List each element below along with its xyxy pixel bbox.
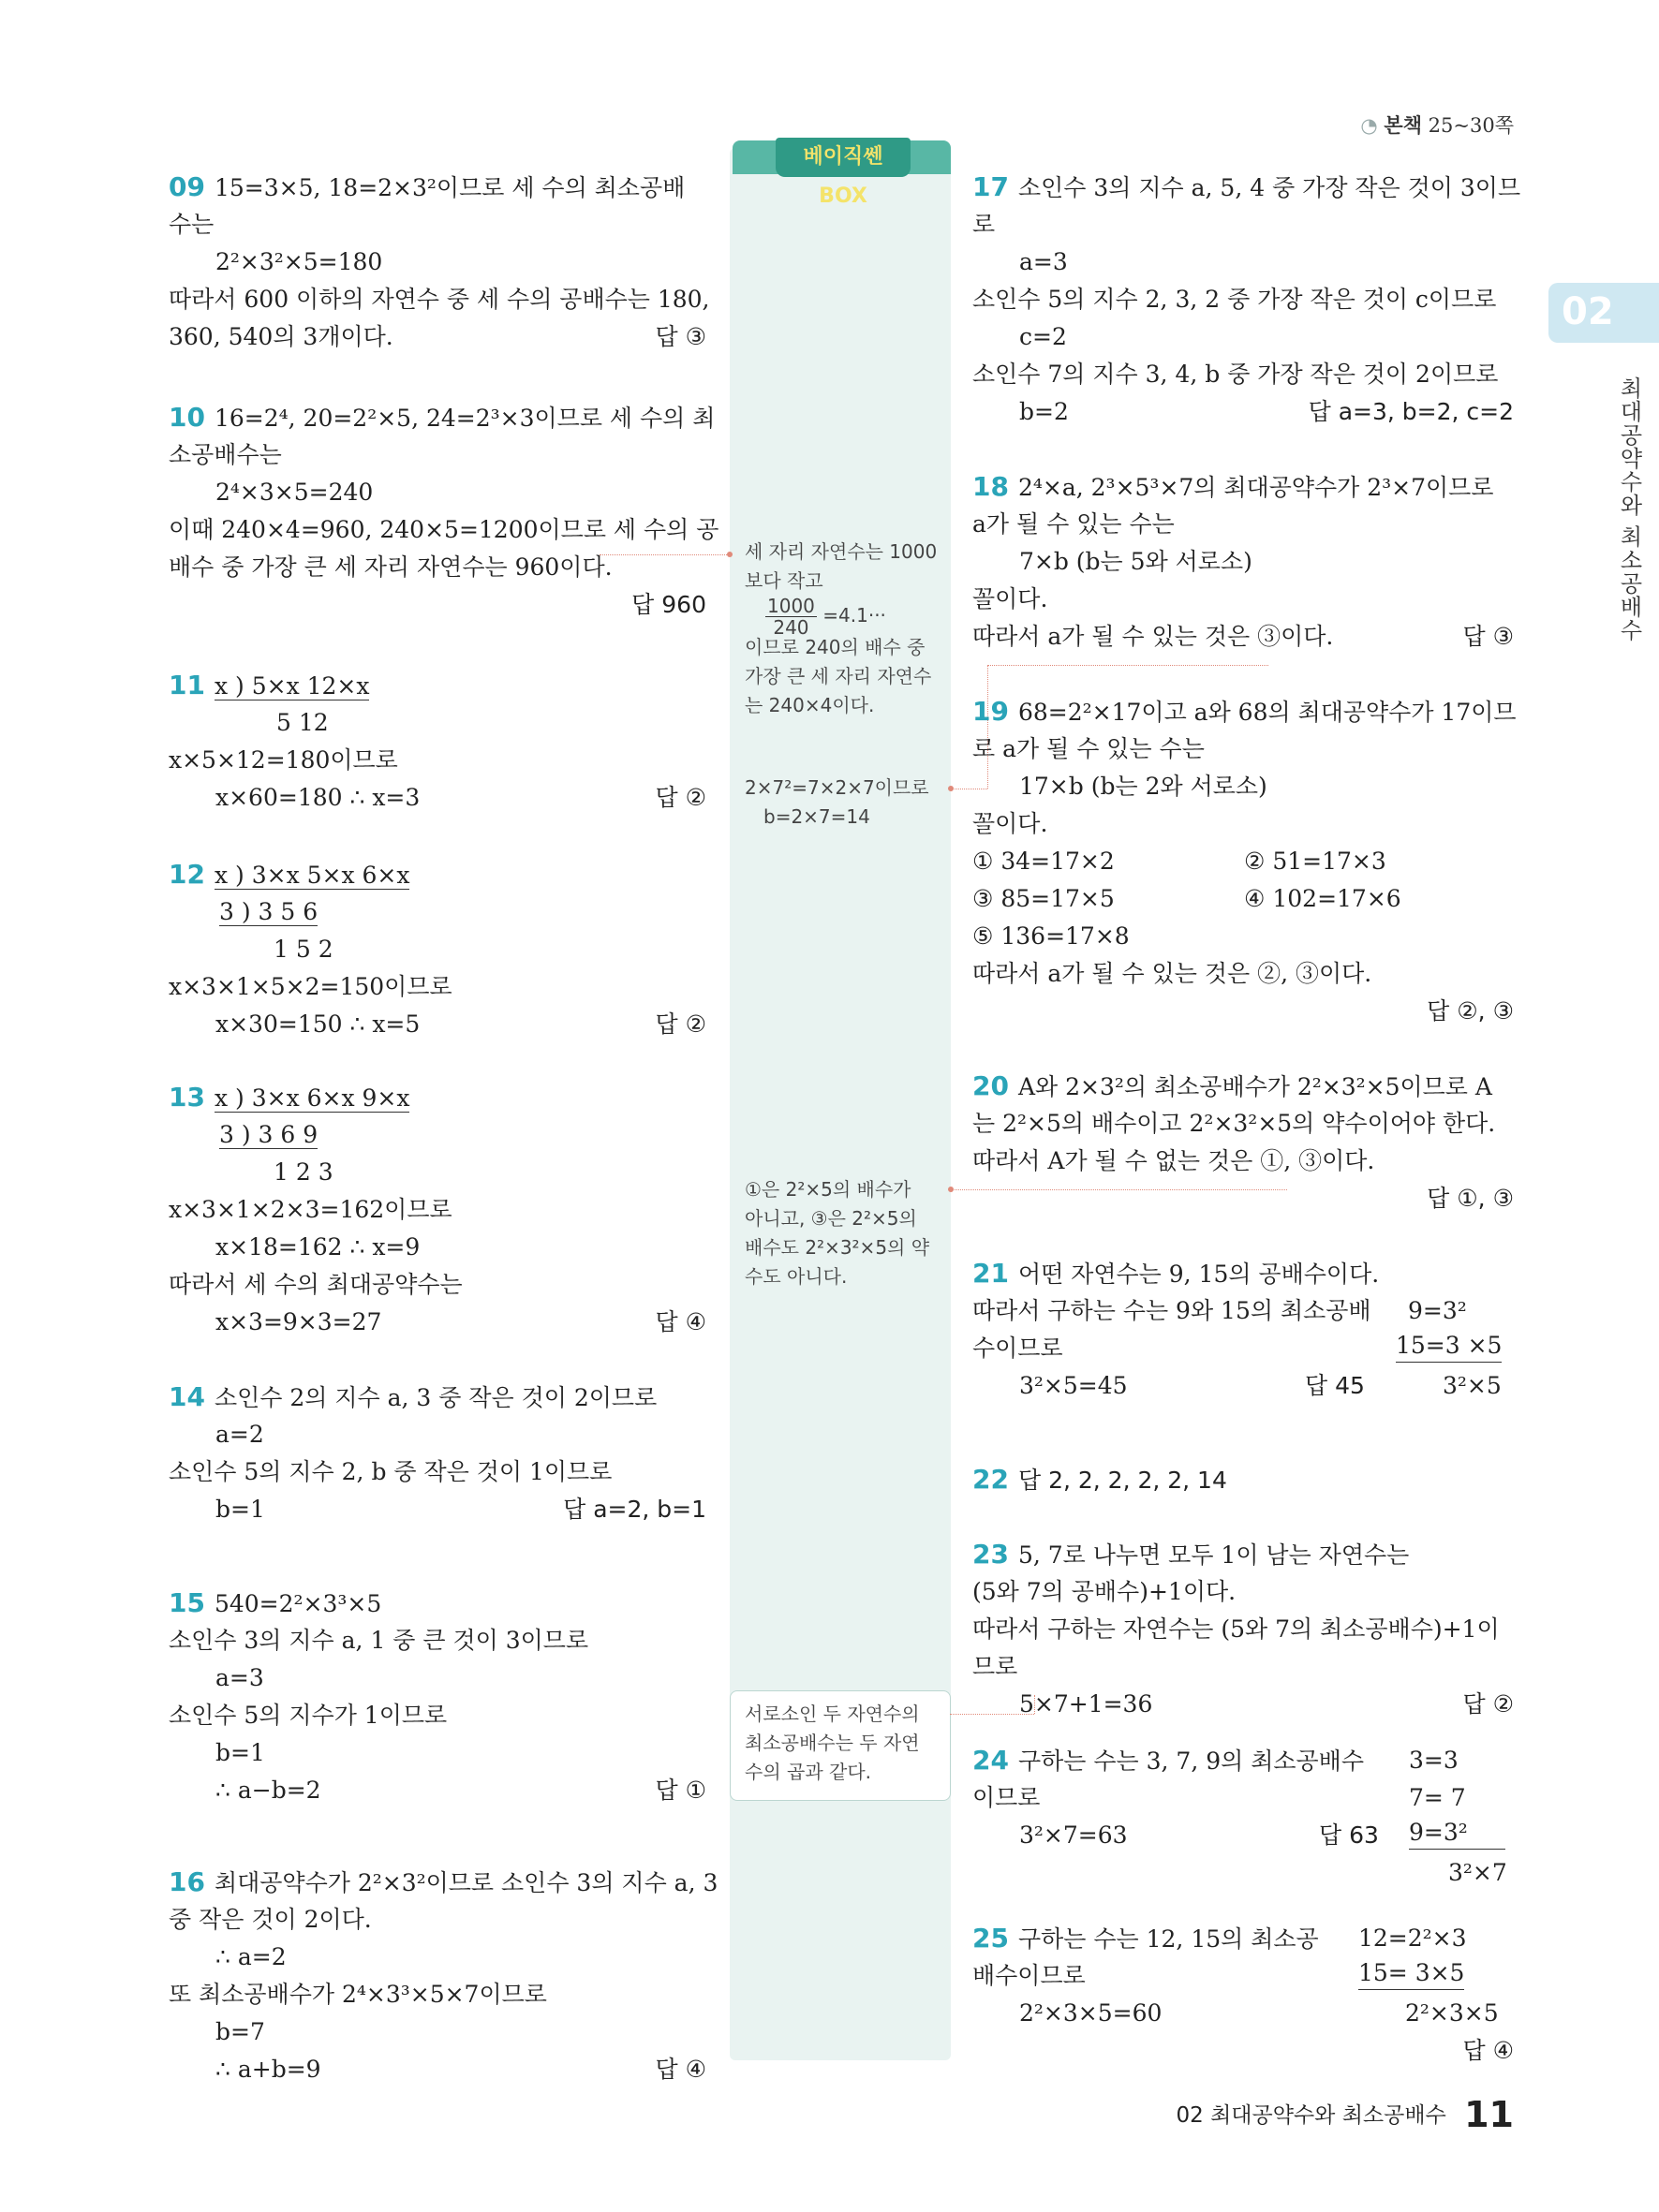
reference-mark: 본책 — [1384, 113, 1422, 137]
solution-line: ∴ a=2 — [215, 1943, 287, 1970]
side-calc: 7= 7 — [1409, 1784, 1466, 1811]
side-calc: 15= 3×5 — [1358, 1957, 1464, 1990]
problem-11 — [169, 667, 706, 817]
note-line: b=2×7=14 — [763, 805, 870, 828]
solution-line: 소인수 3의 지수 a, 1 중 큰 것이 3이므로 — [169, 1627, 589, 1654]
solution-line: x×3×1×2×3=162이므로 — [169, 1196, 452, 1223]
answer-badge: 답 960 — [631, 591, 706, 618]
solution-line: x×5×12=180이므로 — [169, 746, 398, 774]
solution-line: 배수 중 가장 큰 세 자리 자연수는 960이다. — [169, 553, 613, 581]
solution-line: 배수이므로 — [972, 1962, 1086, 1989]
solution-line: (5와 7의 공배수)+1이다. — [972, 1578, 1237, 1605]
solution-line: 구하는 수는 12, 15의 최소공 — [1017, 1925, 1319, 1953]
side-calc: 12=2²×3 — [1358, 1924, 1467, 1952]
answer-badge: 답 ③ — [655, 323, 706, 350]
note-line: 2×7²=7×2×7이므로 — [745, 776, 929, 799]
chapter-tab — [1548, 283, 1659, 343]
solution-line: 3²×7=63 — [1019, 1821, 1128, 1849]
problem-number: 20 — [972, 1070, 1009, 1101]
answer-badge: 답 ② — [1462, 1690, 1514, 1718]
division-row: 5 12 — [276, 709, 329, 736]
problem-number: 16 — [169, 1866, 205, 1897]
division-row: 1 5 2 — [274, 936, 333, 963]
problem-16 — [169, 1864, 718, 2088]
solution-line: 2⁴×a, 2³×5³×7의 최대공약수가 2³×7이므로 — [1017, 474, 1494, 501]
fraction: $\frac{1000}{240}$ — [767, 595, 815, 639]
problem-15 — [169, 1585, 706, 1809]
solution-line: 로 a가 될 수 있는 수는 — [972, 735, 1205, 762]
problem-19 — [972, 693, 1517, 1030]
chapter-side-title: 최대공약수와 최소공배수 — [1616, 376, 1642, 642]
solution-line: 2⁴×3×5=240 — [215, 479, 374, 506]
answer-badge: 답 ① — [655, 1777, 706, 1804]
problem-13 — [169, 1079, 706, 1341]
problem-12 — [169, 856, 706, 1043]
problem-number: 11 — [169, 670, 205, 700]
solution-line: x×30=150 ∴ x=5 — [215, 1010, 421, 1038]
solution-line: 로 — [972, 211, 996, 238]
solution-line: 므로 — [972, 1653, 1018, 1680]
choice-item: ③ 85=17×5 — [972, 885, 1115, 912]
problem-number: 12 — [169, 859, 205, 890]
problem-21 — [972, 1255, 1514, 1405]
problem-number: 17 — [972, 171, 1009, 202]
solution-line: x×60=180 ∴ x=3 — [215, 784, 421, 811]
solution-line: 540=2²×3³×5 — [214, 1590, 382, 1617]
note-line: 아니고, ③은 2²×5의 — [745, 1207, 917, 1230]
solution-line: 이때 240×4=960, 240×5=1200이므로 세 수의 공 — [169, 516, 719, 543]
problem-number: 10 — [169, 402, 205, 433]
problem-number: 21 — [972, 1258, 1009, 1289]
solution-line: ∴ a−b=2 — [215, 1777, 321, 1804]
solution-line: 2²×3²×5=180 — [215, 248, 383, 275]
solution-line: 이므로 — [972, 1784, 1041, 1811]
solution-line: 구하는 수는 3, 7, 9의 최소공배수 — [1017, 1747, 1364, 1775]
note-line: 이므로 240의 배수 중 — [745, 636, 926, 658]
note-line: 수의 곱과 같다. — [745, 1761, 871, 1783]
answer-badge: 답 a=2, b=1 — [563, 1496, 706, 1523]
problem-number: 13 — [169, 1082, 205, 1113]
solution-line: b=1 — [215, 1496, 265, 1523]
division-row: x ) 3×x 5×x 6×x — [214, 862, 410, 889]
solution-line: x×3=9×3=27 — [215, 1308, 382, 1335]
connector-dot — [948, 786, 954, 791]
solution-line: 수이므로 — [972, 1335, 1063, 1362]
solution-line: A와 2×3²의 최소공배수가 2²×3²×5이므로 A — [1017, 1073, 1492, 1100]
solution-line: 5, 7로 나누면 모두 1이 남는 자연수는 — [1017, 1541, 1410, 1569]
problem-number: 14 — [169, 1381, 205, 1412]
solution-line: 는 2²×5의 배수이고 2²×3²×5의 약수이어야 한다. — [972, 1110, 1496, 1137]
side-calc: 9=3² — [1409, 1817, 1505, 1850]
problem-number: 24 — [972, 1745, 1009, 1776]
problem-10 — [169, 399, 719, 624]
chapter-number: 02 — [1562, 290, 1614, 333]
solution-line: 3²×5=45 — [1019, 1372, 1128, 1399]
note-line: 수도 아니다. — [745, 1265, 848, 1288]
reference-pages: 25~30쪽 — [1428, 114, 1514, 137]
answer-badge: 답 45 — [1305, 1372, 1365, 1399]
solution-line: 소공배수는 — [169, 441, 282, 468]
problem-number: 22 — [972, 1464, 1009, 1495]
solution-line: 소인수 2의 지수 a, 3 중 작은 것이 2이므로 — [214, 1384, 658, 1411]
problem-14 — [169, 1379, 706, 1528]
box-note-3 — [745, 1175, 943, 1291]
solution-line: ∴ a+b=9 — [215, 2056, 321, 2083]
answer-badge: 답 63 — [1319, 1821, 1379, 1849]
solution-line: 따라서 구하는 수는 9와 15의 최소공배 — [972, 1297, 1371, 1324]
note-line: 최소공배수는 두 자연 — [745, 1732, 920, 1754]
solution-line: 따라서 a가 될 수 있는 것은 ③이다. — [972, 623, 1334, 650]
solution-line: 2²×3×5=60 — [1019, 1999, 1163, 2027]
solution-line: 따라서 600 이하의 자연수 중 세 수의 공배수는 180, — [169, 286, 710, 313]
problem-number: 19 — [972, 696, 1009, 727]
solution-line: 꼴이다. — [972, 810, 1048, 837]
solution-line: 따라서 a가 될 수 있는 것은 ②, ③이다. — [972, 960, 1372, 987]
note-line: 서로소인 두 자연수의 — [745, 1703, 920, 1725]
solution-line: 5×7+1=36 — [1019, 1690, 1153, 1718]
solution-line: x×3×1×5×2=150이므로 — [169, 973, 452, 1000]
solution-line: 소인수 5의 지수가 1이므로 — [169, 1702, 448, 1729]
solution-line: 어떤 자연수는 9, 15의 공배수이다. — [1017, 1261, 1380, 1288]
solution-line: a=3 — [1019, 248, 1068, 275]
division-row: x ) 3×x 6×x 9×x — [214, 1084, 410, 1112]
solution-line: 소인수 3의 지수 a, 5, 4 중 가장 작은 것이 3이므 — [1017, 174, 1521, 201]
answer-badge: 답 ①, ③ — [1427, 1185, 1514, 1212]
solution-line: 수는 — [169, 211, 215, 238]
side-calc: 9=3² — [1408, 1297, 1467, 1324]
problem-22 — [972, 1461, 1514, 1498]
solution-line: a가 될 수 있는 수는 — [972, 510, 1175, 538]
solution-line: a=3 — [215, 1664, 264, 1691]
box-note-2 — [745, 774, 943, 832]
answer-badge: 답 ③ — [1462, 623, 1514, 650]
problem-number: 15 — [169, 1587, 205, 1618]
choice-item: ⑤ 136=17×8 — [972, 922, 1130, 950]
choice-item: ① 34=17×2 — [972, 848, 1115, 875]
solution-line: x×18=162 ∴ x=9 — [215, 1233, 421, 1261]
box-note-4 — [745, 1700, 943, 1787]
solution-line: 중 작은 것이 2이다. — [169, 1906, 372, 1933]
connector-dot — [727, 552, 733, 557]
solution-line: 68=2²×17이고 a와 68의 최대공약수가 17이므 — [1017, 699, 1517, 726]
side-calc: 2²×3×5 — [1405, 1999, 1499, 2027]
answer-badge: 답 ② — [655, 784, 706, 811]
division-row: 3 ) 3 6 9 — [219, 1121, 318, 1148]
solution-line: 따라서 구하는 자연수는 (5와 7의 최소공배수)+1이 — [972, 1615, 1500, 1643]
solution-line: 16=2⁴, 20=2²×5, 24=2³×3이므로 세 수의 최 — [214, 405, 716, 432]
note-line: 세 자리 자연수는 1000 — [745, 540, 938, 563]
note-line: 배수도 2²×3²×5의 약 — [745, 1236, 930, 1259]
side-calc: 3²×7 — [1448, 1859, 1507, 1886]
solution-line: b=7 — [215, 2018, 265, 2045]
solution-line: b=1 — [215, 1739, 265, 1766]
solution-line: 따라서 A가 될 수 없는 것은 ①, ③이다. — [972, 1147, 1375, 1174]
solution-line: 소인수 7의 지수 3, 4, b 중 가장 작은 것이 2이므로 — [972, 361, 1499, 388]
problem-24 — [972, 1742, 1514, 1892]
solution-line: c=2 — [1019, 323, 1067, 350]
basic-box-title: 베이직쎈 BOX — [776, 138, 911, 177]
problem-number: 18 — [972, 471, 1009, 502]
answer-badge: 답 ④ — [655, 2056, 706, 2083]
problem-number: 09 — [169, 171, 205, 202]
answer-badge: 답 ④ — [1462, 2037, 1514, 2064]
side-calc: 3=3 — [1409, 1747, 1459, 1774]
reference-icon: ◔ — [1360, 114, 1378, 137]
page-reference — [1360, 111, 1514, 139]
division-row: 1 2 3 — [274, 1158, 333, 1186]
problem-17 — [972, 169, 1521, 431]
problem-number: 25 — [972, 1923, 1009, 1954]
answer-badge: 답 2, 2, 2, 2, 2, 14 — [1017, 1467, 1227, 1494]
solution-line: b=2 — [1019, 398, 1069, 425]
solution-line: 소인수 5의 지수 2, 3, 2 중 가장 작은 것이 c이므로 — [972, 286, 1497, 313]
solution-line: 또 최소공배수가 2⁴×3³×5×7이므로 — [169, 1981, 547, 2008]
box-note-1 — [745, 538, 943, 720]
answer-badge: 답 ②, ③ — [1427, 997, 1514, 1025]
problem-23 — [972, 1536, 1514, 1723]
side-calc: 15=3 ×5 — [1396, 1330, 1502, 1363]
solution-line: 꼴이다. — [972, 585, 1048, 612]
footer-chapter: 02 최대공약수와 최소공배수 — [1176, 2103, 1446, 2128]
solution-line: 따라서 세 수의 최대공약수는 — [169, 1271, 463, 1298]
problem-18 — [972, 468, 1514, 656]
division-row: x ) 5×x 12×x — [214, 672, 370, 700]
note-fraction-line: $\frac{1000}{240}$ =4.1··· — [767, 595, 886, 639]
note-line: 보다 작고 — [745, 569, 823, 592]
choice-item: ② 51=17×3 — [1244, 848, 1386, 875]
solution-line: 7×b (b는 5와 서로소) — [1019, 548, 1252, 575]
answer-badge: 답 a=3, b=2, c=2 — [1308, 398, 1514, 425]
note-line: 는 240×4이다. — [745, 694, 875, 716]
page-number: 11 — [1464, 2094, 1514, 2135]
problem-25 — [972, 1920, 1514, 2070]
solution-line: 최대공약수가 2²×3²이므로 소인수 3의 지수 a, 3 — [214, 1869, 718, 1896]
problem-20 — [972, 1068, 1514, 1217]
solution-line: 360, 540의 3개이다. — [169, 323, 393, 350]
solution-line: a=2 — [215, 1421, 264, 1448]
solution-line: 17×b (b는 2와 서로소) — [1019, 773, 1267, 800]
division-row: 3 ) 3 5 6 — [219, 898, 318, 925]
connector-line — [987, 665, 1268, 666]
page-footer — [1177, 2094, 1515, 2135]
problem-number: 23 — [972, 1539, 1009, 1570]
answer-badge: 답 ④ — [655, 1308, 706, 1335]
connector-dot — [948, 1187, 954, 1192]
side-calc: 3²×5 — [1443, 1372, 1502, 1399]
solution-line: 15=3×5, 18=2×3²이므로 세 수의 최소공배 — [214, 174, 686, 201]
choice-item: ④ 102=17×6 — [1244, 885, 1401, 912]
note-line: 가장 큰 세 자리 자연수 — [745, 665, 932, 687]
answer-badge: 답 ② — [655, 1010, 706, 1038]
note-line: ①은 2²×5의 배수가 — [745, 1178, 911, 1201]
solution-line: 소인수 5의 지수 2, b 중 작은 것이 1이므로 — [169, 1458, 613, 1485]
problem-09 — [169, 169, 710, 356]
